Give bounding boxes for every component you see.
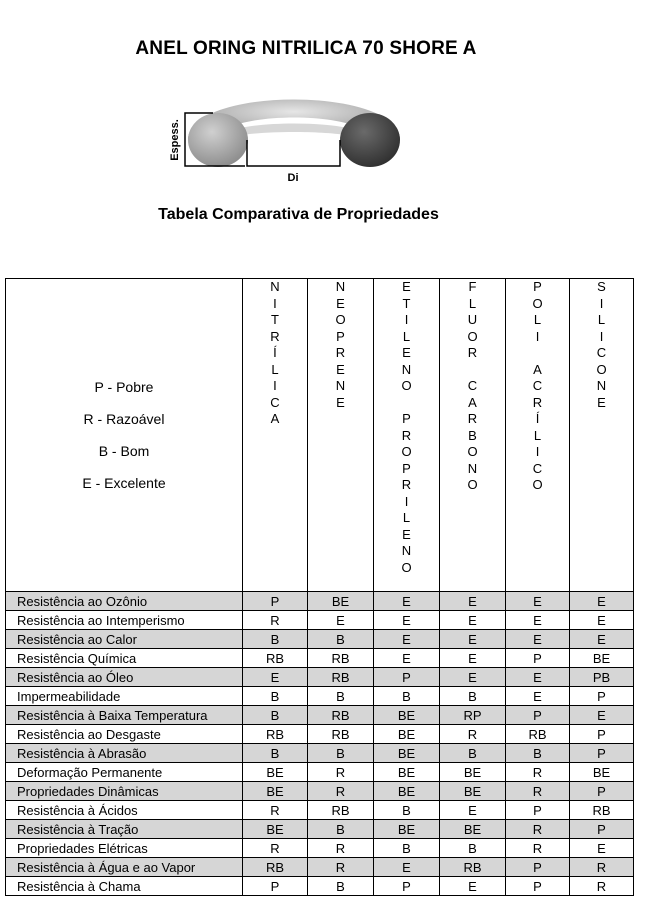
rating-cell: RB xyxy=(243,649,308,668)
rating-cell: E xyxy=(506,592,570,611)
material-header xyxy=(243,279,308,592)
rating-cell: B xyxy=(243,706,308,725)
property-label: Deformação Permanente xyxy=(6,763,243,782)
material-letter: I xyxy=(599,295,604,311)
property-label: Resistência à Água e ao Vapor xyxy=(6,858,243,877)
thickness-label: Espess. xyxy=(169,119,181,161)
material-header xyxy=(440,279,506,592)
material-letter: I xyxy=(535,444,540,459)
rating-cell: B xyxy=(243,630,308,649)
rating-cell: E xyxy=(308,611,374,630)
material-letter: C xyxy=(596,345,607,360)
rating-cell: B xyxy=(308,820,374,839)
rating-cell: P xyxy=(374,668,440,687)
material-letter: A xyxy=(270,411,280,426)
material-letter: N xyxy=(596,378,607,393)
material-letter: T xyxy=(271,312,279,327)
legend-item: R - Razoável xyxy=(83,411,165,427)
material-letter: N xyxy=(270,279,280,294)
rating-cell: B xyxy=(374,839,440,858)
property-label: Resistência ao Intemperismo xyxy=(6,611,243,630)
property-label: Propriedades Elétricas xyxy=(6,839,243,858)
rating-cell: R xyxy=(570,877,634,896)
rating-cell: P xyxy=(570,725,634,744)
material-letter: P xyxy=(402,411,411,426)
material-letter: N xyxy=(335,378,346,393)
material-letter: L xyxy=(468,295,477,311)
material-letter: A xyxy=(533,361,542,377)
rating-cell: P xyxy=(506,801,570,820)
right-cross-section xyxy=(340,113,400,167)
rating-cell: E xyxy=(374,858,440,877)
material-letter: O xyxy=(335,312,346,327)
material-letter: L xyxy=(402,328,411,344)
rating-cell: E xyxy=(506,668,570,687)
material-letter: P xyxy=(533,279,542,294)
rating-cell: P xyxy=(570,820,634,839)
table-row xyxy=(6,649,634,668)
rating-cell: RB xyxy=(308,649,374,668)
material-letter: L xyxy=(533,312,542,327)
material-letter: I xyxy=(273,295,277,311)
rating-cell: P xyxy=(506,858,570,877)
material-letter: O xyxy=(467,477,478,492)
rating-cell: B xyxy=(506,744,570,763)
rating-cell: BE xyxy=(440,820,506,839)
property-label: Resistência ao Ozônio xyxy=(6,592,243,611)
rating-cell: P xyxy=(374,877,440,896)
properties-table xyxy=(5,278,634,896)
material-letter: O xyxy=(596,361,607,377)
material-letter: O xyxy=(532,477,543,492)
rating-cell: BE xyxy=(243,763,308,782)
oring-diagram xyxy=(160,78,430,188)
rating-cell: E xyxy=(243,668,308,687)
table-row xyxy=(6,630,634,649)
page-title: ANEL ORING NITRILICA 70 SHORE A xyxy=(135,38,477,59)
rating-cell: B xyxy=(440,744,506,763)
material-header xyxy=(308,279,374,592)
rating-cell: BE xyxy=(374,820,440,839)
rating-cell: E xyxy=(440,592,506,611)
rating-cell: BE xyxy=(243,820,308,839)
property-label: Resistência ao Calor xyxy=(6,630,243,649)
rating-cell: B xyxy=(374,687,440,706)
rating-cell: R xyxy=(308,858,374,877)
rating-cell: E xyxy=(570,611,634,630)
material-letter: R xyxy=(467,345,478,360)
table-row xyxy=(6,668,634,687)
rating-cell: BE xyxy=(243,782,308,801)
material-letter: E xyxy=(336,394,345,410)
rating-cell: B xyxy=(308,744,374,763)
rating-cell: PB xyxy=(570,668,634,687)
table-row xyxy=(6,763,634,782)
rating-cell: E xyxy=(506,687,570,706)
rating-cell: BE xyxy=(374,782,440,801)
material-letter: N xyxy=(335,279,346,294)
rating-cell: E xyxy=(440,801,506,820)
material-letter: I xyxy=(404,493,409,509)
material-letter: N xyxy=(401,361,412,377)
material-letter: O xyxy=(467,328,478,344)
property-label: Resistência ao Óleo xyxy=(6,668,243,687)
material-letter xyxy=(467,362,477,379)
property-label: Resistência ao Desgaste xyxy=(6,725,243,744)
material-letter: A xyxy=(468,394,477,410)
rating-cell: B xyxy=(243,687,308,706)
material-header xyxy=(374,279,440,592)
table-row xyxy=(6,592,634,611)
rating-cell: E xyxy=(440,649,506,668)
rating-cell: RB xyxy=(506,725,570,744)
material-letter: C xyxy=(467,378,478,393)
rating-cell: E xyxy=(570,706,634,725)
rating-cell: BE xyxy=(374,763,440,782)
material-letter: Í xyxy=(535,411,540,426)
legend-item: B - Bom xyxy=(98,443,150,459)
rating-cell: R xyxy=(506,763,570,782)
inner-diameter-label: Di xyxy=(287,172,299,184)
property-label: Resistência à Baixa Temperatura xyxy=(6,706,243,725)
rating-cell: R xyxy=(308,782,374,801)
rating-cell: R xyxy=(570,858,634,877)
rating-cell: E xyxy=(374,630,440,649)
rating-cell: BE xyxy=(308,592,374,611)
material-letter: S xyxy=(597,279,606,294)
rating-cell: B xyxy=(243,744,308,763)
rating-cell: RB xyxy=(570,801,634,820)
material-letter: Í xyxy=(273,345,277,360)
table-row xyxy=(6,744,634,763)
material-letter: O xyxy=(401,444,412,459)
table-row xyxy=(6,877,634,896)
material-letter: L xyxy=(271,361,279,377)
rating-cell: P xyxy=(506,706,570,725)
header-row xyxy=(6,279,634,592)
rating-cell: R xyxy=(308,763,374,782)
rating-cell: R xyxy=(243,801,308,820)
rating-cell: BE xyxy=(374,725,440,744)
table-row xyxy=(6,801,634,820)
rating-cell: B xyxy=(308,877,374,896)
material-letter: R xyxy=(401,477,412,492)
rating-cell: BE xyxy=(374,706,440,725)
table-row xyxy=(6,839,634,858)
rating-cell: E xyxy=(570,839,634,858)
property-label: Resistência à Ácidos xyxy=(6,801,243,820)
table-row xyxy=(6,782,634,801)
material-letter: E xyxy=(336,295,345,311)
material-letter: I xyxy=(404,312,409,327)
rating-cell: RB xyxy=(440,858,506,877)
material-letter: N xyxy=(401,543,412,558)
material-letter: L xyxy=(402,510,411,525)
legend-item: P - Pobre xyxy=(94,379,154,395)
material-letter: O xyxy=(401,559,412,575)
material-letter: C xyxy=(532,460,543,476)
rating-cell: E xyxy=(440,877,506,896)
rating-cell: R xyxy=(506,839,570,858)
table-row xyxy=(6,820,634,839)
table-row xyxy=(6,611,634,630)
material-letter: N xyxy=(467,460,478,476)
table-row xyxy=(6,725,634,744)
material-letter: I xyxy=(273,378,277,393)
material-letter: C xyxy=(532,378,543,393)
rating-cell: E xyxy=(570,592,634,611)
rating-cell: R xyxy=(243,839,308,858)
rating-cell: R xyxy=(440,725,506,744)
material-letter: P xyxy=(336,328,345,344)
rating-cell: E xyxy=(570,630,634,649)
inner-diameter-bracket xyxy=(247,140,340,166)
rating-cell: B xyxy=(440,687,506,706)
material-letter: R xyxy=(335,345,346,360)
property-label: Impermeabilidade xyxy=(6,687,243,706)
rating-cell: P xyxy=(570,782,634,801)
rating-cell: P xyxy=(570,744,634,763)
rating-cell: E xyxy=(374,649,440,668)
rating-cell: BE xyxy=(440,782,506,801)
table-subtitle: Tabela Comparativa de Propriedades xyxy=(158,206,439,223)
rating-cell: E xyxy=(506,630,570,649)
rating-cell: BE xyxy=(570,649,634,668)
legend-item: E - Excelente xyxy=(82,475,166,491)
material-letter: O xyxy=(401,378,412,393)
material-letter: E xyxy=(597,394,606,410)
property-label: Propriedades Dinâmicas xyxy=(6,782,243,801)
property-label: Resistência à Abrasão xyxy=(6,744,243,763)
rating-cell: E xyxy=(440,668,506,687)
rating-cell: B xyxy=(374,801,440,820)
rating-cell: R xyxy=(506,782,570,801)
material-letter: R xyxy=(401,427,412,443)
material-header xyxy=(506,279,570,592)
rating-cell: P xyxy=(243,877,308,896)
property-label: Resistência Química xyxy=(6,649,243,668)
material-letter: I xyxy=(599,328,604,344)
material-header xyxy=(570,279,634,592)
material-letter: E xyxy=(402,345,411,360)
rating-cell: BE xyxy=(374,744,440,763)
rating-cell: P xyxy=(506,877,570,896)
table-row xyxy=(6,687,634,706)
material-letter: C xyxy=(270,394,280,410)
rating-cell: RB xyxy=(243,725,308,744)
material-letter xyxy=(401,395,411,412)
rating-cell: E xyxy=(440,611,506,630)
rating-cell: B xyxy=(440,839,506,858)
rating-cell: RB xyxy=(243,858,308,877)
material-letter xyxy=(532,345,542,362)
legend xyxy=(6,279,243,592)
property-label: Resistência à Tração xyxy=(6,820,243,839)
rating-cell: E xyxy=(440,630,506,649)
rating-cell: RB xyxy=(308,668,374,687)
material-letter: B xyxy=(468,427,477,443)
rating-cell: B xyxy=(308,687,374,706)
material-letter: U xyxy=(467,312,478,327)
material-letter: R xyxy=(467,411,478,426)
rating-cell: E xyxy=(506,611,570,630)
rating-cell: RB xyxy=(308,706,374,725)
left-cross-section xyxy=(188,113,248,167)
material-letter: F xyxy=(468,279,477,294)
table-row xyxy=(6,706,634,725)
rating-cell: R xyxy=(243,611,308,630)
rating-cell: P xyxy=(243,592,308,611)
material-letter: R xyxy=(532,394,543,410)
rating-cell: R xyxy=(506,820,570,839)
material-letter: E xyxy=(402,526,411,542)
property-label: Resistência à Chama xyxy=(6,877,243,896)
rating-cell: RP xyxy=(440,706,506,725)
material-letter: O xyxy=(467,444,478,459)
material-letter: I xyxy=(535,328,540,344)
rating-cell: R xyxy=(308,839,374,858)
rating-cell: BE xyxy=(440,763,506,782)
rating-cell: P xyxy=(506,649,570,668)
material-letter: L xyxy=(533,427,542,443)
rating-cell: RB xyxy=(308,801,374,820)
rating-cell: P xyxy=(570,687,634,706)
material-letter: E xyxy=(336,361,345,377)
material-letter: T xyxy=(402,295,411,311)
rating-cell: E xyxy=(374,592,440,611)
material-letter: L xyxy=(597,312,606,327)
table-row xyxy=(6,858,634,877)
material-letter: P xyxy=(402,460,411,476)
rating-cell: B xyxy=(308,630,374,649)
rating-cell: E xyxy=(374,611,440,630)
material-letter: R xyxy=(270,328,280,344)
material-letter: E xyxy=(402,279,411,294)
rating-cell: RB xyxy=(308,725,374,744)
material-letter: O xyxy=(532,295,543,311)
rating-cell: BE xyxy=(570,763,634,782)
